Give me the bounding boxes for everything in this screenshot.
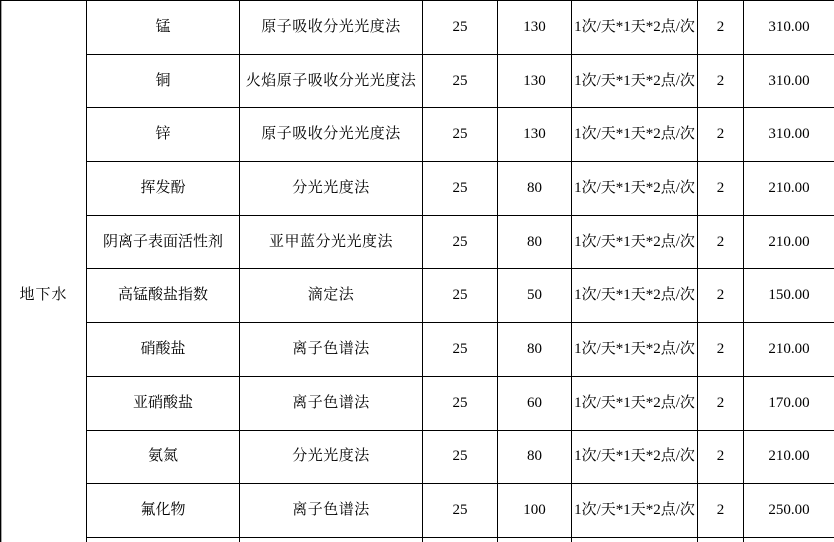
cell-method: 分光光度法	[240, 162, 423, 216]
cell-item: 氟化物	[87, 484, 240, 538]
cell-method: 离子色谱法	[240, 484, 423, 538]
partial-cell	[87, 537, 240, 542]
cell-item: 挥发酚	[87, 162, 240, 216]
partial-cell	[498, 537, 572, 542]
cell-fee1: 25	[423, 1, 498, 55]
cell-amount: 310.00	[744, 1, 834, 55]
table-row	[1, 376, 834, 430]
cell-frequency: 1次/天*1天*2点/次	[572, 162, 698, 216]
cell-frequency: 1次/天*1天*2点/次	[572, 1, 698, 55]
table-row	[1, 430, 834, 484]
cell-item: 锰	[87, 1, 240, 55]
group-cell-groundwater: 地下水	[1, 1, 87, 542]
table-row	[1, 1, 834, 55]
cell-frequency: 1次/天*1天*2点/次	[572, 108, 698, 162]
cell-points: 2	[698, 484, 744, 538]
cell-method: 火焰原子吸收分光光度法	[240, 54, 423, 108]
cell-frequency: 1次/天*1天*2点/次	[572, 484, 698, 538]
cell-method: 滴定法	[240, 269, 423, 323]
cell-method: 分光光度法	[240, 430, 423, 484]
partial-cell	[572, 537, 698, 542]
cell-frequency: 1次/天*1天*2点/次	[572, 215, 698, 269]
cell-amount: 310.00	[744, 108, 834, 162]
cell-points: 2	[698, 323, 744, 377]
cell-points: 2	[698, 376, 744, 430]
cell-fee2: 80	[498, 430, 572, 484]
cell-frequency: 1次/天*1天*2点/次	[572, 54, 698, 108]
partial-cell	[423, 537, 498, 542]
cell-method: 离子色谱法	[240, 376, 423, 430]
partial-cell	[240, 537, 423, 542]
cell-item: 高锰酸盐指数	[87, 269, 240, 323]
cell-item: 铜	[87, 54, 240, 108]
cell-points: 2	[698, 215, 744, 269]
cell-amount: 170.00	[744, 376, 834, 430]
table-row	[1, 215, 834, 269]
cell-points: 2	[698, 108, 744, 162]
cell-amount: 210.00	[744, 323, 834, 377]
cell-amount: 310.00	[744, 54, 834, 108]
partial-cell	[698, 537, 744, 542]
cell-frequency: 1次/天*1天*2点/次	[572, 376, 698, 430]
cell-fee2: 130	[498, 1, 572, 55]
cell-fee1: 25	[423, 430, 498, 484]
cell-item: 阴离子表面活性剂	[87, 215, 240, 269]
table-row	[1, 162, 834, 216]
cell-points: 2	[698, 162, 744, 216]
cell-amount: 210.00	[744, 430, 834, 484]
cell-points: 2	[698, 1, 744, 55]
cell-method: 原子吸收分光光度法	[240, 108, 423, 162]
cell-frequency: 1次/天*1天*2点/次	[572, 323, 698, 377]
cell-method: 亚甲蓝分光光度法	[240, 215, 423, 269]
cell-fee2: 80	[498, 323, 572, 377]
cell-item: 锌	[87, 108, 240, 162]
cell-fee2: 100	[498, 484, 572, 538]
cell-frequency: 1次/天*1天*2点/次	[572, 269, 698, 323]
cell-amount: 150.00	[744, 269, 834, 323]
table-row	[1, 108, 834, 162]
cell-points: 2	[698, 54, 744, 108]
cell-fee1: 25	[423, 269, 498, 323]
cell-fee2: 130	[498, 54, 572, 108]
cell-fee1: 25	[423, 54, 498, 108]
table-row	[1, 484, 834, 538]
cell-fee1: 25	[423, 162, 498, 216]
table-row-partial	[1, 537, 834, 542]
cell-amount: 250.00	[744, 484, 834, 538]
table-row	[1, 54, 834, 108]
cell-fee2: 50	[498, 269, 572, 323]
cell-fee2: 130	[498, 108, 572, 162]
cell-fee1: 25	[423, 323, 498, 377]
cell-fee1: 25	[423, 376, 498, 430]
cell-item: 氨氮	[87, 430, 240, 484]
cell-fee1: 25	[423, 484, 498, 538]
cell-points: 2	[698, 430, 744, 484]
partial-cell	[744, 537, 834, 542]
cell-fee1: 25	[423, 215, 498, 269]
cell-frequency: 1次/天*1天*2点/次	[572, 430, 698, 484]
cell-method: 原子吸收分光光度法	[240, 1, 423, 55]
table-row	[1, 269, 834, 323]
table-row	[1, 323, 834, 377]
cell-method: 离子色谱法	[240, 323, 423, 377]
cell-item: 硝酸盐	[87, 323, 240, 377]
cell-fee2: 60	[498, 376, 572, 430]
cell-amount: 210.00	[744, 162, 834, 216]
cell-fee1: 25	[423, 108, 498, 162]
cell-points: 2	[698, 269, 744, 323]
cell-amount: 210.00	[744, 215, 834, 269]
cell-fee2: 80	[498, 215, 572, 269]
cell-item: 亚硝酸盐	[87, 376, 240, 430]
cell-fee2: 80	[498, 162, 572, 216]
